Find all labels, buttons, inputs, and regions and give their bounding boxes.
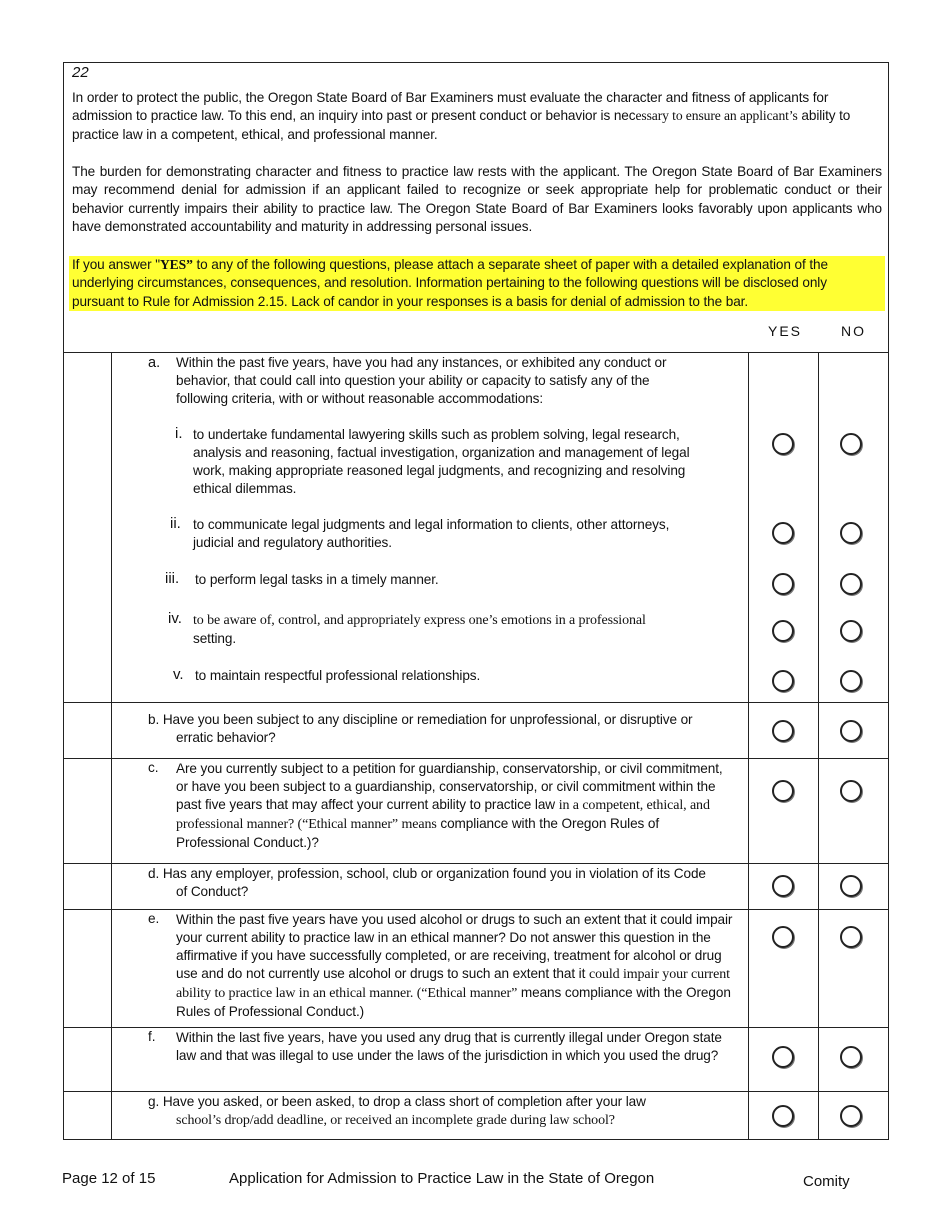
question-intro [64,63,888,352]
yes-column-header: YES [768,323,803,339]
q-b-yes-radio[interactable] [772,720,794,742]
footer-title: Application for Admission to Practice Law in the State of Oregon [229,1170,655,1187]
q-d-yes-radio[interactable] [772,875,794,897]
sub-i-text: to undertake fundamental lawyering skills such as problem solving, legal research, analysis and reasoning, factual investigation, organization and management of legal work, making appropriate reasoned legal judgments, and recognizing and resolving ethical dilemmas. [193,427,690,496]
q-a-ii-yes-radio[interactable] [772,522,794,544]
question-number: 22 [72,64,89,81]
q-a-ii-no-radio[interactable] [840,522,862,544]
question-f-text: Within the last five years, have you used any drug that is currently illegal under Oregon state law and that was illegal to use under the laws of the jurisdiction in which you used the drug? [176,1030,722,1063]
sub-iv-text: to be aware of, control, and appropriately express one’s emotions in a professional setting. [193,613,646,646]
q-c-yes-radio[interactable] [772,780,794,802]
question-row-g [64,1091,888,1140]
sub-v-text: to maintain respectful professional relationships. [195,668,481,683]
question-c-label: c. [148,760,159,775]
question-d-text: d. Has any employer, profession, school, club or organization found you in violation of its Code of Conduct? [148,866,706,899]
q-d-no-radio[interactable] [840,875,862,897]
question-c-text: Are you currently subject to a petition for guardianship, conservatorship, or civil commitment, or have you been subject to a guardianship, conservatorship, or civil commitment within the past five years that may affect your current ability to practice law in a competent, ethical, and professional manner? (“Ethical manner” means compliance with the Oregon Rules of Professional Conduct.)? [176,761,723,850]
question-row-e [64,909,888,1027]
question-g-text: g. Have you asked, or been asked, to drop a class short of completion after your law school’s drop/add deadline, or received an incomplete grade during law school? [148,1094,646,1128]
q-b-no-radio[interactable] [840,720,862,742]
question-row-a [64,352,888,702]
q-a-iv-no-radio[interactable] [840,620,862,642]
footer-application-type: Comity [803,1173,850,1190]
question-f-label: f. [148,1029,156,1044]
question-b-text: b. Have you been subject to any discipline or remediation for unprofessional, or disruptive or erratic behavior? [148,712,693,745]
question-row-c [64,758,888,863]
q-c-no-radio[interactable] [840,780,862,802]
question-row-d [64,863,888,909]
question-e-label: e. [148,911,160,926]
intro-paragraph-1: In order to protect the public, the Oregon State Board of Bar Examiners must evaluate the character and fitness of applicants for admission to practice law. To this end, an inquiry into past or present conduct or behavior is necessary to ensure an applicant’s ability to practice law in a competent, ethical, and professional manner. [72,90,851,142]
question-row-f [64,1027,888,1091]
sub-ii-text: to communicate legal judgments and legal information to clients, other attorneys, judicial and regulatory authorities. [193,517,670,550]
sub-v-label: v. [173,666,184,683]
q-f-yes-radio[interactable] [772,1046,794,1068]
question-row-b [64,702,888,758]
no-column-header: NO [841,323,866,339]
q-a-v-yes-radio[interactable] [772,670,794,692]
q-a-iii-yes-radio[interactable] [772,573,794,595]
question-e-text: Within the past five years have you used alcohol or drugs to such an extent that it could impair your current ability to practice law in an ethical manner? Do not answer this question in the affirmative if you have successfully completed, or are receiving, treatment for alcohol or drug use and do not currently use alcohol or drugs to such an extent that it could impair your current ability to practice law in an ethical manner. (“Ethical manner” means compliance with the Oregon Rules of Professional Conduct.) [176,912,733,1019]
question-22-frame [63,62,889,1140]
yes-instructions-highlight: If you answer "YES” to any of the following questions, please attach a separate sheet of paper with a detailed explanation of the underlying circumstances, consequences, and resolution. Information pertaining to the following questions will be disclosed only pursuant to Rule for Admission 2.15. Lack of candor in your responses is a basis for denial of admission to the bar. [69,256,885,311]
q-g-no-radio[interactable] [840,1105,862,1127]
question-a-label: a. [148,355,161,371]
sub-iii-text: to perform legal tasks in a timely manner. [195,572,439,587]
q-a-v-no-radio[interactable] [840,670,862,692]
sub-iv-label: iv. [168,610,182,627]
q-e-yes-radio[interactable] [772,926,794,948]
intro-paragraph-2: The burden for demonstrating character and fitness to practice law rests with the applicant. The Oregon State Board of Bar Examiners may recommend denial for admission if an applicant failed to recognize or seek appropriate help for problematic conduct or their behavior currently impairs their ability to practice law. The Oregon State Board of Bar Examiners looks favorably upon applicants who have demonstrated accountability and maturity in addressing personal issues. [72,164,882,235]
sub-i-label: i. [175,425,183,442]
q-g-yes-radio[interactable] [772,1105,794,1127]
footer-page-number: Page 12 of 15 [62,1170,156,1187]
q-a-i-yes-radio[interactable] [772,433,794,455]
q-f-no-radio[interactable] [840,1046,862,1068]
q-a-i-no-radio[interactable] [840,433,862,455]
q-a-iii-no-radio[interactable] [840,573,862,595]
sub-ii-label: ii. [170,515,181,532]
q-e-no-radio[interactable] [840,926,862,948]
question-a-text: Within the past five years, have you had any instances, or exhibited any conduct or behavior, that could call into question your ability or capacity to satisfy any of the following criteria, with or without reasonable accommodations: [176,355,667,406]
sub-iii-label: iii. [165,570,180,587]
q-a-iv-yes-radio[interactable] [772,620,794,642]
